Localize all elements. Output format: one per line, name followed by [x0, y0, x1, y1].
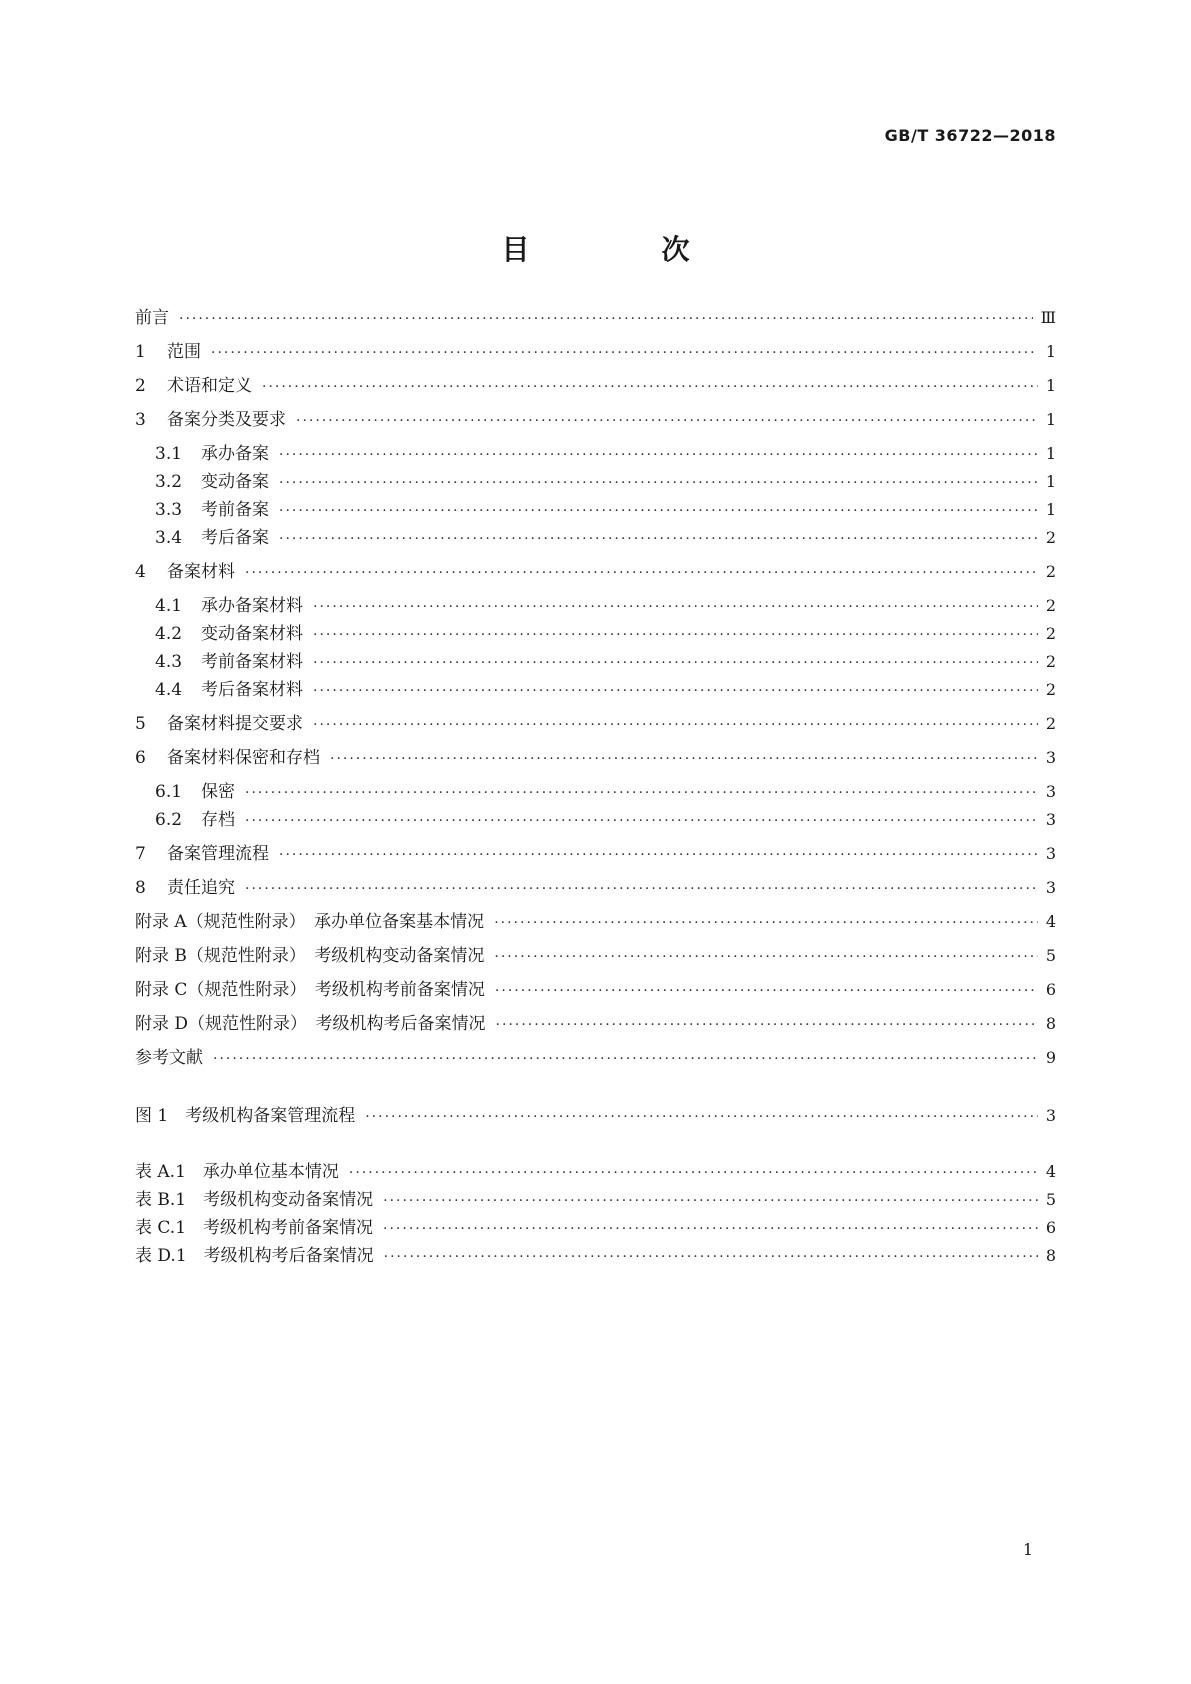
toc-page: 2 [1045, 624, 1056, 643]
toc-entry-5[interactable] [135, 711, 1056, 737]
toc-entry-foreword[interactable] [135, 305, 1056, 331]
toc-entry-4-2[interactable] [155, 621, 1056, 647]
toc-page: 2 [1045, 714, 1056, 733]
dot-leader [313, 712, 1038, 738]
toc-label: 范围 [167, 342, 201, 362]
dot-leader [279, 470, 1038, 496]
toc-entry-appendix-a[interactable] [135, 909, 1056, 935]
page-number: 1 [1022, 1540, 1033, 1559]
dot-leader [365, 1104, 1038, 1130]
toc-page: 4 [1045, 912, 1056, 931]
toc-page: 3 [1045, 748, 1056, 767]
toc-entry-figure-1[interactable] [135, 1103, 1056, 1129]
dot-leader [211, 340, 1038, 366]
dot-leader [313, 650, 1038, 676]
dot-leader [349, 1160, 1038, 1186]
toc-page: 9 [1045, 1048, 1056, 1067]
toc-page: 2 [1045, 652, 1056, 671]
dot-leader [313, 594, 1038, 620]
toc-entry-appendix-c[interactable] [135, 977, 1056, 1003]
standard-code: GB/T 36722—2018 [884, 126, 1056, 145]
toc-page: Ⅲ [1040, 308, 1056, 327]
toc-label: 考前备案 [201, 500, 269, 520]
toc-entry-4-4[interactable] [155, 677, 1056, 703]
dot-leader [245, 808, 1038, 834]
toc-entry-3[interactable] [135, 407, 1056, 433]
toc-entry-appendix-d[interactable] [135, 1011, 1056, 1037]
toc-page: 3 [1045, 782, 1056, 801]
toc-number: 5 [135, 714, 146, 734]
toc-entry-4[interactable] [135, 559, 1056, 585]
toc-entry-6-1[interactable] [155, 779, 1056, 805]
dot-leader [213, 1046, 1038, 1072]
toc-label: 前言 [135, 308, 169, 328]
toc-label: 考后备案 [201, 528, 269, 548]
toc-page: 1 [1045, 500, 1056, 519]
toc-entry-8[interactable] [135, 875, 1056, 901]
page-title: 目 次 [501, 233, 742, 266]
toc-number: 4.4 [155, 680, 183, 700]
toc-label: 责任追究 [167, 878, 235, 898]
toc-entry-3-4[interactable] [155, 525, 1056, 551]
toc-page: 2 [1045, 596, 1056, 615]
dot-leader [494, 910, 1038, 936]
toc-entry-table-c1[interactable] [135, 1215, 1056, 1241]
toc-label: 保密 [201, 782, 235, 802]
toc-entry-table-d1[interactable] [135, 1243, 1056, 1269]
dot-leader [494, 944, 1037, 970]
toc-entry-appendix-b[interactable] [135, 943, 1056, 969]
dot-leader [279, 526, 1038, 552]
toc-label: 变动备案材料 [201, 624, 303, 644]
toc-number: 8 [135, 878, 146, 898]
toc-label: 参考文献 [135, 1048, 203, 1068]
toc-label: 表 C.1 考级机构考前备案情况 [135, 1218, 374, 1238]
toc-page: 1 [1045, 410, 1056, 429]
toc-page: 3 [1045, 844, 1056, 863]
toc-entry-6[interactable] [135, 745, 1056, 771]
toc-page: 2 [1045, 680, 1056, 699]
toc-number: 4.2 [155, 624, 183, 644]
toc-label: 表 D.1 考级机构考后备案情况 [135, 1246, 374, 1266]
dot-leader [262, 374, 1038, 400]
toc-page: 1 [1045, 444, 1056, 463]
toc-number: 6.2 [155, 810, 183, 830]
toc-label: 附录 D（规范性附录） 考级机构考后备案情况 [135, 1014, 486, 1034]
toc-label: 备案管理流程 [167, 844, 269, 864]
toc-number: 4 [135, 562, 146, 582]
toc-number: 6.1 [155, 782, 183, 802]
toc-label: 备案材料提交要求 [167, 714, 303, 734]
toc-entry-references[interactable] [135, 1045, 1056, 1071]
toc-page: 8 [1045, 1246, 1056, 1265]
toc-page: 3 [1045, 810, 1056, 829]
toc-label: 表 B.1 考级机构变动备案情况 [135, 1190, 374, 1210]
toc-page: 3 [1045, 1106, 1056, 1125]
toc-number: 3.4 [155, 528, 183, 548]
toc-entry-4-3[interactable] [155, 649, 1056, 675]
toc-entry-7[interactable] [135, 841, 1056, 867]
toc-number: 2 [135, 376, 146, 396]
toc-label: 承办备案 [201, 444, 269, 464]
dot-leader [245, 876, 1038, 902]
dot-leader [383, 1216, 1038, 1242]
toc-label: 附录 B（规范性附录） 考级机构变动备案情况 [135, 946, 485, 966]
toc-number: 6 [135, 748, 146, 768]
toc-label: 存档 [201, 810, 235, 830]
toc-label: 备案分类及要求 [167, 410, 286, 430]
dot-leader [330, 746, 1038, 772]
dot-leader [279, 842, 1038, 868]
toc-page: 1 [1045, 376, 1056, 395]
dot-leader [179, 306, 1033, 332]
toc-entry-3-2[interactable] [155, 469, 1056, 495]
toc-number: 1 [135, 342, 146, 362]
toc-label: 备案材料保密和存档 [167, 748, 320, 768]
dot-leader [496, 1012, 1038, 1038]
toc-page: 8 [1045, 1014, 1056, 1033]
toc-label: 图 1 考级机构备案管理流程 [135, 1106, 356, 1126]
toc-label: 附录 A（规范性附录） 承办单位备案基本情况 [135, 912, 485, 932]
toc-entry-3-1[interactable] [155, 441, 1056, 467]
toc-entry-3-3[interactable] [155, 497, 1056, 523]
toc-page: 5 [1045, 1190, 1056, 1209]
toc-page: 1 [1045, 342, 1056, 361]
toc-number: 4.3 [155, 652, 183, 672]
toc-page: 3 [1045, 878, 1056, 897]
toc-label: 附录 C（规范性附录） 考级机构考前备案情况 [135, 980, 485, 1000]
toc-label: 术语和定义 [167, 376, 252, 396]
dot-leader [495, 978, 1038, 1004]
toc-page: 2 [1045, 562, 1056, 581]
dot-leader [279, 498, 1038, 524]
toc-label: 备案材料 [167, 562, 235, 582]
dot-leader [245, 560, 1038, 586]
toc-label: 变动备案 [201, 472, 269, 492]
dot-leader [313, 622, 1038, 648]
toc-entry-table-b1[interactable] [135, 1187, 1056, 1213]
toc-page: 1 [1045, 472, 1056, 491]
toc-page: 6 [1045, 980, 1056, 999]
toc-number: 3.1 [155, 444, 183, 464]
toc-page: 4 [1045, 1162, 1056, 1181]
dot-leader [384, 1244, 1038, 1270]
toc-label: 承办备案材料 [201, 596, 303, 616]
toc-number: 4.1 [155, 596, 183, 616]
toc-number: 3.3 [155, 500, 183, 520]
toc-number: 3.2 [155, 472, 183, 492]
toc-entry-4-1[interactable] [155, 593, 1056, 619]
toc-label: 考后备案材料 [201, 680, 303, 700]
toc-entry-2[interactable] [135, 373, 1056, 399]
toc-number: 7 [135, 844, 146, 864]
toc-label: 考前备案材料 [201, 652, 303, 672]
toc-page: 6 [1045, 1218, 1056, 1237]
dot-leader [313, 678, 1038, 704]
dot-leader [279, 442, 1038, 468]
dot-leader [383, 1188, 1038, 1214]
toc-number: 3 [135, 410, 146, 430]
toc-page: 2 [1045, 528, 1056, 547]
toc-page: 5 [1045, 946, 1056, 965]
toc-entry-1[interactable] [135, 339, 1056, 365]
dot-leader [296, 408, 1038, 434]
toc-label: 表 A.1 承办单位基本情况 [135, 1162, 339, 1182]
toc-entry-table-a1[interactable] [135, 1159, 1056, 1185]
dot-leader [245, 780, 1038, 806]
toc-entry-6-2[interactable] [155, 807, 1056, 833]
